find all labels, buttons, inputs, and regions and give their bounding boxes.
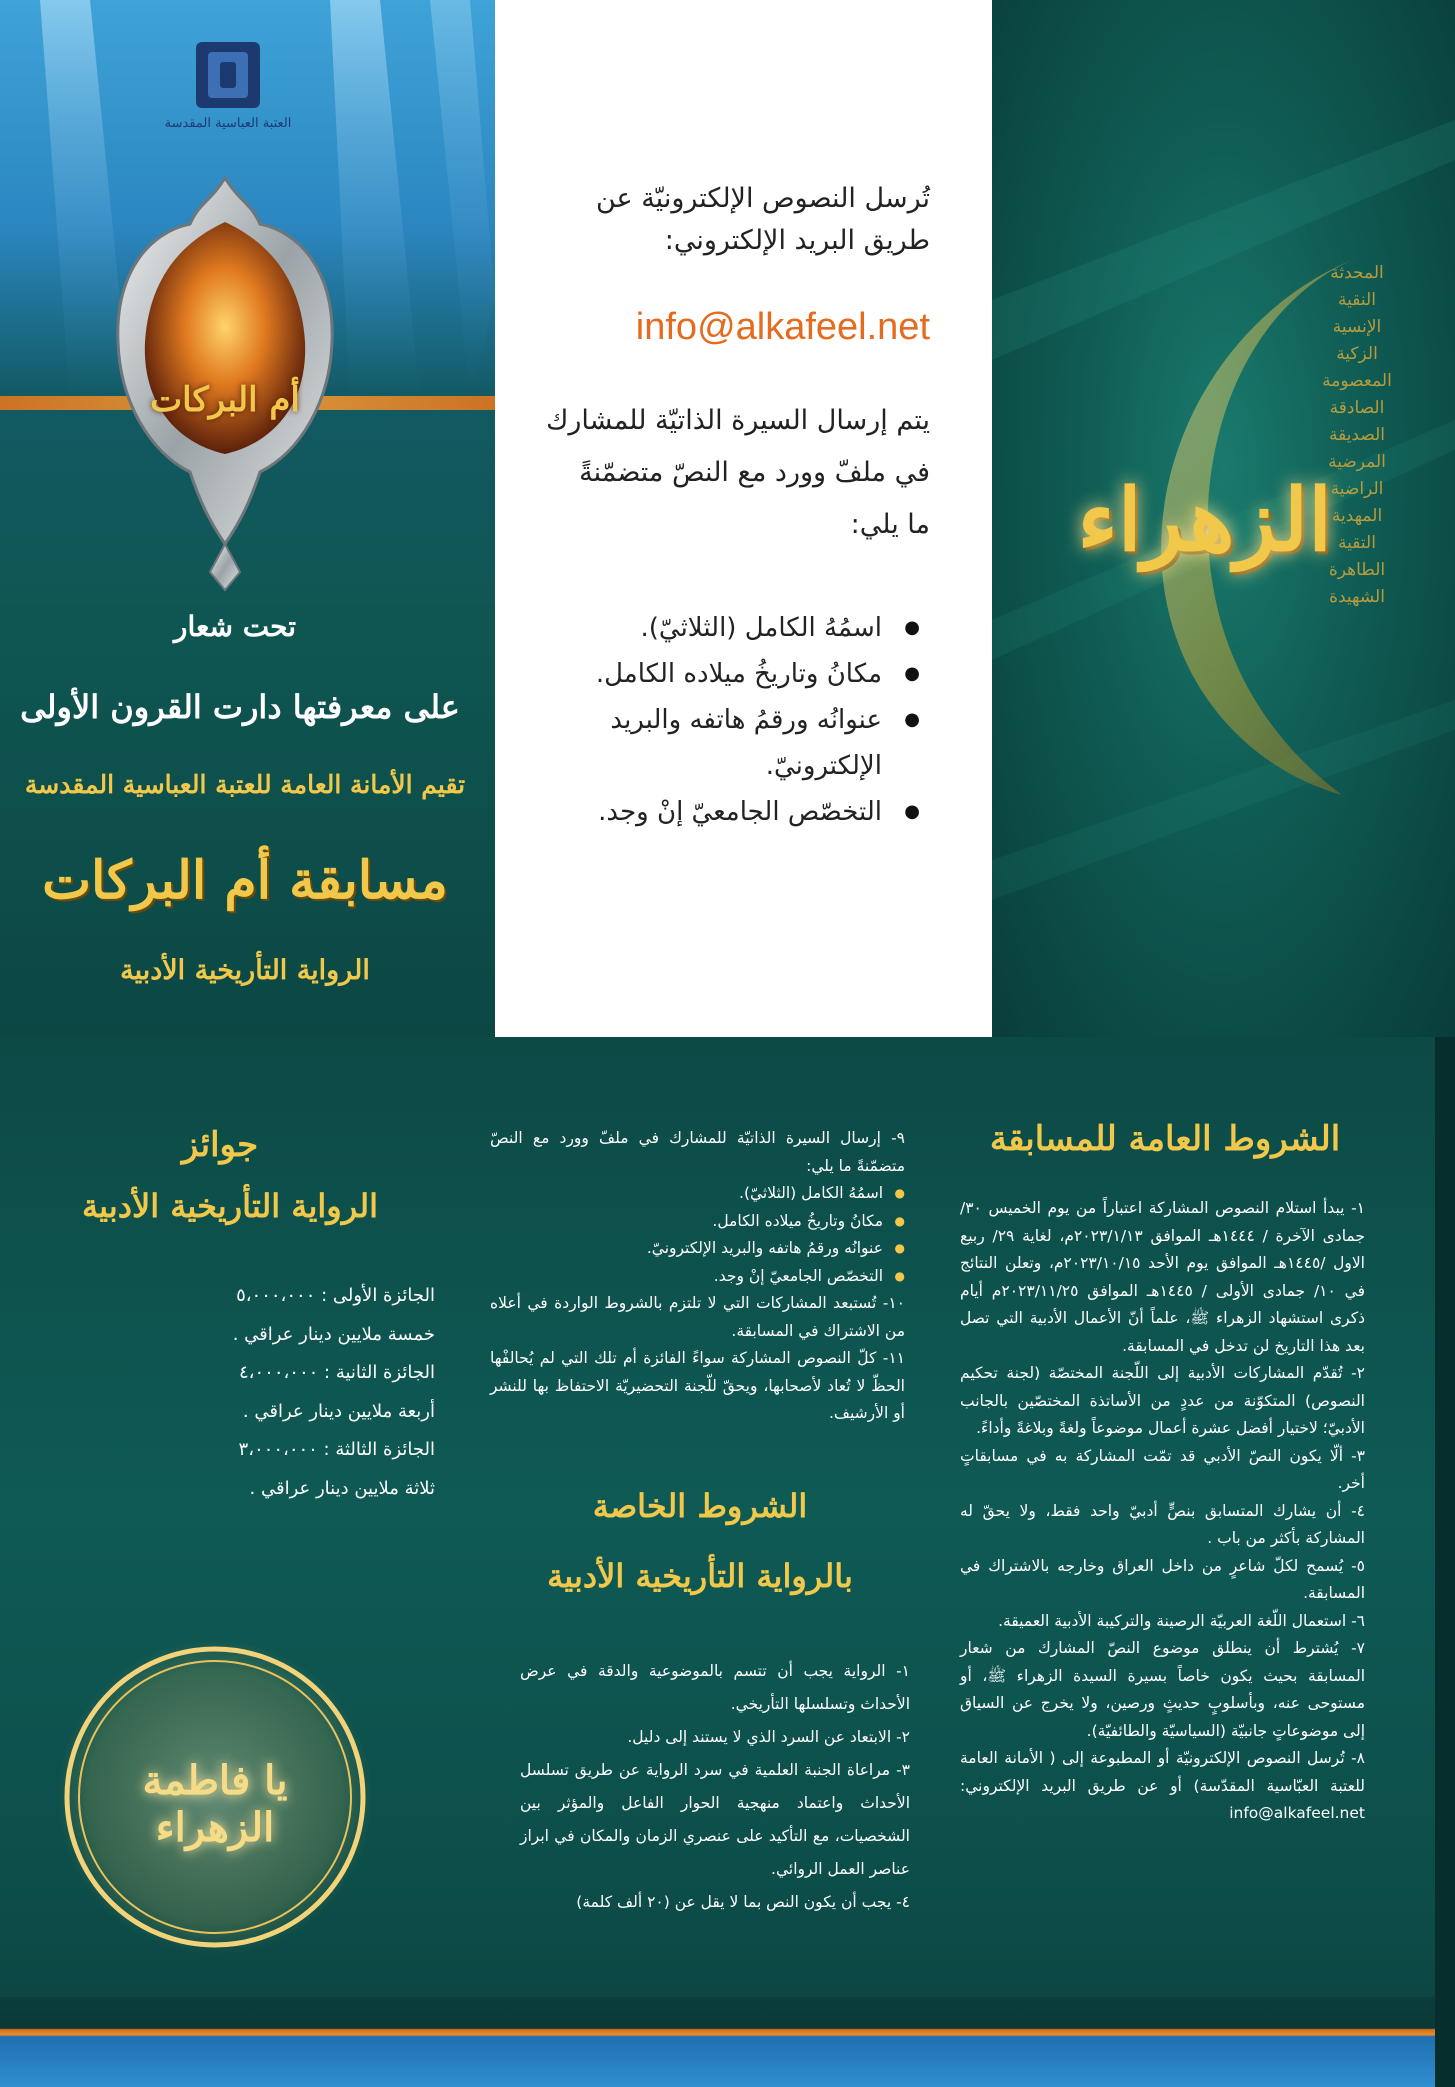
cover-panel [0,0,495,1037]
email-link[interactable]: info@alkafeel.net [635,306,930,348]
special-item: ١- الرواية يجب أن تتسم بالموضوعية والدقة في عرض الأحداث وتسلسلها التأريخي. [520,1662,910,1713]
prizes-list [175,1277,435,1508]
condition-item: ٣- ألّا يكون النصّ الأدبي قد تمّت المشاركة به في مسابقاتٍ أخر. [960,1446,1365,1492]
emblem-text: أم البركات [150,380,300,420]
calligraphy-word: الطاهرة [1328,560,1386,580]
brochure-cover [0,0,1455,1037]
calligraphy-word: النقية [1338,290,1376,310]
intro-line-2: طريق البريد الإلكتروني: [664,225,930,256]
prize-line: أربعة ملايين دينار عراقي . [242,1400,435,1422]
brochure-inside [0,1037,1435,2087]
additional-conditions [490,1125,905,1428]
cv-line-2: في ملفّ وورد مع النصّ متضمّنةً [579,457,930,488]
special-conditions-title: الشروط الخاصة [592,1487,808,1525]
cv-requirements-list [575,605,920,835]
condition-item-9: ٩- إرسال السيرة الذاتيّة للمشارك في ملفّ وورد مع النصّ متضمّنةً ما يلي: [490,1129,905,1175]
condition-item: ٥- يُسمح لكلّ شاعرٍ من داخل العراق وخارجه بالاشتراك في المسابقة. [960,1556,1365,1602]
calligraphy-word: المرضية [1328,452,1386,472]
condition-item: ١- يبدأ استلام النصوص المشاركة اعتباراً من يوم الخميس ٣٠/ جمادى الآخرة / ١٤٤٤هـ الموافق ٢٠٢٣/١/١٣م، لغاية ٢٩/ ربيع الاول /١٤٤٥هـ الموافق يوم الأحد ٢٠٢٣/١٠/١٥م، وتعلن النتائج في ١٠/ جمادى الأولى / ١٤٤٥هـ الموافق ٢٠٢٣/١١/٢٥م أيام ذكرى استشهاد الزهراء ﷺ، علماً أنّ الأعمال الأدبية التي تصل بعد هذا التاريخ لن تدخل في المسابقة. [960,1199,1365,1355]
contest-title: مسابقة أم البركات [42,850,448,911]
alkafeel-logo-icon [190,38,266,112]
intro-line-1: تُرسل النصوص الإلكترونيّة عن [595,183,930,214]
calligraphy-word: الصادقة [1329,398,1385,418]
list-item: ● التخصّص الجامعيّ إنْ وجد. [490,1263,883,1291]
special-conditions-subtitle: بالرواية التأريخية الأدبية [547,1557,853,1595]
calligraphy-word: الشهيدة [1329,587,1385,607]
presenter-line: تقيم الأمانة العامة للعتبة العباسية المقدسة [24,770,466,799]
calligraphy-word: المعصومة [1322,371,1392,391]
list-item: ● عنوانُه ورقمُ هاتفه والبريد الإلكترونيّ. [575,697,882,789]
prize-line: ثلاثة ملايين دينار عراقي . [249,1477,435,1499]
seal-text: يا فاطمة الزهراء [142,1757,288,1851]
calligraphy-main: الزهراء [1077,470,1332,571]
calligraphy-word: الإنسية [1332,317,1382,337]
calligraphy-word: الصديقة [1328,425,1385,445]
prize-line: الجائزة الأولى : ٥،٠٠٠،٠٠٠ [236,1285,435,1306]
calligraphy-word: المحدثة [1330,263,1384,283]
special-item: ٤- يجب أن يكون النص بما لا يقل عن (٢٠ ألف كلمة) [576,1893,910,1911]
logo-caption: العتبة العباسية المقدسة [164,116,292,131]
bottom-curtain [0,1997,1435,2087]
general-conditions-title: الشروط العامة للمسابقة [989,1119,1341,1159]
contest-subtitle: الرواية التأريخية الأدبية [120,955,370,986]
cv-items-list [490,1180,905,1290]
special-conditions-list [520,1655,910,1919]
list-item: ● مكانُ وتاريخُ ميلاده الكامل. [490,1208,883,1236]
list-item: ● اسمُهُ الكامل (الثلاثيّ). [575,605,882,651]
slogan: على معرفتها دارت القرون الأولى [20,688,460,726]
condition-item: ٦- استعمال اللّغة العربيّة الرصينة والتركيبة الأدبية العميقة. [998,1611,1365,1630]
prizes-subtitle: الرواية التأريخية الأدبية [82,1187,378,1225]
cv-line-3: ما يلي: [850,509,930,540]
calligraphy-word: الزكية [1336,344,1378,364]
special-item: ٣- مراعاة الجنبة العلمية في سرد الرواية عن طريق تسلسل الأحداث واعتماد منهجية الحوار الفاعل والمؤثر بين الشخصيات، مع التأكيد على عنصري الزمان والمكان في ابراز عناصر العمل الروائي. [520,1761,910,1878]
special-item: ٢- الابتعاد عن السرد الذي لا يستند إلى دليل. [627,1728,910,1746]
calligraphy-word: الراضية [1330,479,1384,499]
list-item: ● التخصّص الجامعيّ إنْ وجد. [575,789,882,835]
list-item: ● مكانُ وتاريخُ ميلاده الكامل. [575,651,882,697]
prize-line: خمسة ملايين دينار عراقي . [232,1323,435,1345]
cv-line-1: يتم إرسال السيرة الذاتيّة للمشارك [546,405,930,436]
submission-panel [495,0,992,1037]
list-item: ● اسمُهُ الكامل (الثلاثيّ). [490,1180,883,1208]
right-edge [1435,1037,1455,2087]
condition-item: ٤- أن يشارك المتسابق بنصٍّ أدبيّ واحد فقط، ولا يحقّ له المشاركة بأكثر من باب . [960,1501,1365,1547]
condition-item: ٢- تُقدّم المشاركات الأدبية إلى اللّجنة المختصّة (لجنة تحكيم النصوص) المتكوّنة من عددٍ من الأساتذة المختصّين بالجانب الأدبيّ؛ لاختيار أفضل عشرة أعمال موضوعاً ولغةً وبلاغةً وأداءً. [960,1364,1365,1437]
general-conditions-list [960,1195,1365,1828]
condition-item: ٨- تُرسل النصوص الإلكترونيّة أو المطبوعة إلى ( الأمانة العامة للعتبة العبّاسية المقدّسة) أو عن طريق البريد الإلكتروني: info@alkafeel.net [960,1749,1365,1822]
calligraphy-panel [992,0,1455,1037]
calligraphy-word: المهدية [1331,506,1383,526]
list-item: ● عنوانُه ورقمُ هاتفه والبريد الإلكترونيّ. [490,1235,883,1263]
condition-item: ٧- يُشترط أن ينطلق موضوع النصّ المشارك من شعار المسابقة بحيث يكون خاصاً بسيرة السيدة الزهراء ﷺ، أو مستوحى عنه، وبأسلوبٍ حديثٍ ورصين، ولا يخرج عن السياق إلى موضوعاتٍ جانبيّة (السياسيّة والطائفيّة). [960,1639,1365,1740]
condition-item-10: ١٠- تُستبعد المشاركات التي لا تلتزم بالشروط الواردة في أعلاه من الاشتراك في المسابقة. [490,1294,905,1340]
slogan-heading: تحت شعار [173,610,297,643]
prize-line: الجائزة الثالثة : ٣،٠٠٠،٠٠٠ [238,1439,435,1460]
calligraphy-word: التقية [1338,533,1376,553]
prize-line: الجائزة الثانية : ٤،٠٠٠،٠٠٠ [239,1362,435,1383]
condition-item-11: ١١- كلّ النصوص المشاركة سواءً الفائزة أم تلك التي لم يُحالفْها الحظّ لا تُعاد لأصحابها، ويحقّ للّجنة التحضيريّة الاحتفاظ بها للنشر أو الأرشيف. [490,1349,905,1422]
prizes-title: جوائز [181,1125,259,1165]
